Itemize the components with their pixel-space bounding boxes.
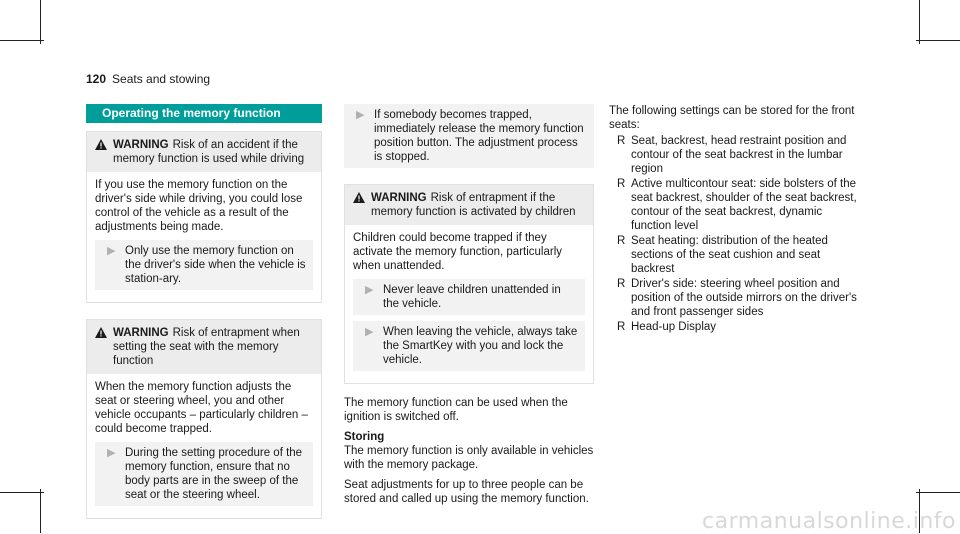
page-number: 120 [86, 72, 107, 86]
warning-box-accident [86, 131, 322, 303]
list-item: R Seat heating: distribution of the heated sections of the seat cushion and seat backrest [609, 234, 864, 276]
warning-header [87, 132, 321, 172]
crop-mark [40, 0, 41, 44]
instruction-text: During the setting procedure of the memory function, ensure that no body parts are in the sweep of the seat or the steering wheel. [125, 447, 303, 501]
warning-body: When the memory function adjusts the seat or steering wheel, you and other vehicle occupants – particularly children – could become trapped. [95, 381, 308, 435]
instruction-step [353, 321, 585, 371]
warning-label: WARNING [113, 139, 169, 151]
warning-heading: Risk of an accident if the memory function is used while driving [113, 139, 305, 165]
warning-triangle-icon [353, 191, 371, 219]
instruction-text: When leaving the vehicle, always take the SmartKey with you and lock the vehicle. [383, 326, 578, 366]
body-paragraph: The memory function can be used when the ignition is switched off. [344, 397, 568, 423]
column-2 [344, 104, 594, 512]
bullet-icon: R [617, 321, 626, 333]
body-paragraph: The memory function is only available in vehicles with the memory package. [344, 445, 594, 471]
instruction-text: If somebody becomes trapped, immediately release the memory function position button. The adjustment process is stopped. [374, 109, 584, 163]
instruction-step [95, 442, 313, 506]
warning-header [345, 185, 593, 225]
watermark[interactable]: carmanualsonline.info [702, 509, 956, 534]
settings-list [609, 134, 864, 334]
instruction-step [344, 104, 594, 168]
instruction-text: Never leave children unattended in the vehicle. [383, 284, 561, 310]
warning-triangle-icon [95, 326, 113, 368]
list-item: R Driver's side: steering wheel position and position of the outside mirrors on the driver's and front passenger sides [609, 277, 864, 319]
list-item: R Head-up Display [609, 320, 864, 334]
bullet-icon: R [617, 278, 626, 290]
arrow-right-icon: ▶ [107, 245, 116, 257]
warning-body: Children could become trapped if they activate the memory function, particularly when unattended. [353, 232, 563, 272]
arrow-right-icon: ▶ [365, 326, 374, 338]
subheading-storing: Storing [344, 431, 385, 443]
arrow-right-icon: ▶ [356, 109, 365, 121]
warning-header [87, 320, 321, 374]
warning-label: WARNING [371, 192, 427, 204]
crop-mark [0, 492, 44, 493]
crop-mark [916, 40, 960, 41]
section-heading: Operating the memory function [86, 104, 322, 123]
warning-heading: Risk of entrapment when setting the seat with the memory function [113, 327, 300, 367]
list-item: R Active multicontour seat: side bolsters of the seat backrest, shoulder of the seat backrest, contour of the seat backrest, dynamic function level [609, 177, 864, 233]
crop-mark [919, 0, 920, 44]
crop-mark [40, 489, 41, 533]
body-paragraph: Seat adjustments for up to three people can be stored and called up using the memory function. [344, 479, 589, 505]
instruction-text: Only use the memory function on the driver's side when the vehicle is station-ary. [125, 245, 306, 285]
bullet-icon: R [617, 178, 626, 190]
instruction-step [95, 240, 313, 290]
body-paragraph: The following settings can be stored for the front seats: [609, 105, 855, 131]
warning-label: WARNING [113, 327, 169, 339]
section-title: Seats and stowing [112, 72, 211, 86]
warning-box-entrapment-seat [86, 319, 322, 519]
page-header [86, 72, 210, 86]
arrow-right-icon: ▶ [107, 447, 116, 459]
list-item: R Seat, backrest, head restraint position and contour of the seat backrest in the lumbar region [609, 134, 864, 176]
warning-triangle-icon [95, 138, 113, 166]
bullet-icon: R [617, 235, 626, 247]
column-3 [609, 104, 864, 335]
bullet-icon: R [617, 135, 626, 147]
column-1 [86, 104, 322, 519]
crop-mark [916, 492, 960, 493]
warning-box-entrapment-children [344, 184, 594, 384]
crop-mark [0, 40, 44, 41]
warning-body: If you use the memory function on the driver's side while driving, you could lose control of the vehicle as a result of the adjustments being made. [95, 179, 303, 233]
warning-heading: Risk of entrapment if the memory function is activated by children [371, 192, 576, 218]
arrow-right-icon: ▶ [365, 284, 374, 296]
instruction-step [353, 279, 585, 315]
